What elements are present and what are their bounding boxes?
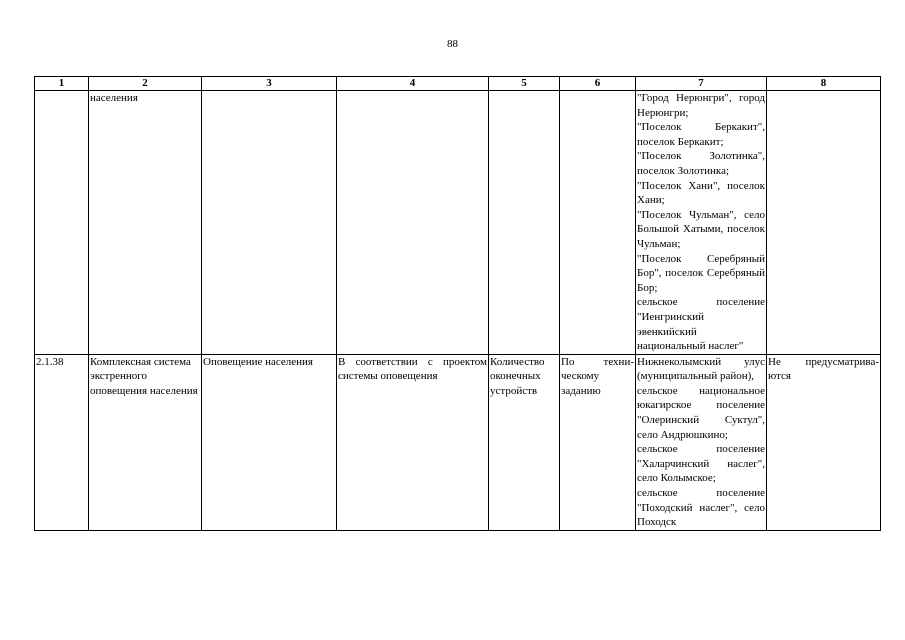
header-row (35, 77, 881, 91)
row1-name-cell: населения (89, 91, 202, 355)
location-item: сельское поселение "Иенгринский эвенкийский национальный наслег" (637, 296, 765, 353)
location-item: "Поселок Чульман", село Большой Хатыми, поселок Чульман; (637, 208, 765, 250)
header-col-5: 5 (489, 77, 560, 91)
row2-zone-cell: Не предусматрива-ются (767, 354, 881, 530)
header-col-7: 7 (636, 77, 767, 91)
row2-purpose-cell: Оповещение населения (202, 354, 337, 530)
row2-basis-cell: В соответствии с проектом системы оповещения (337, 354, 489, 530)
document-table (34, 76, 881, 531)
row1-zone-cell (767, 91, 881, 355)
row2-location-cell (636, 354, 767, 530)
location-item: "Поселок Беркакит", поселок Беркакит; (637, 121, 765, 148)
page-number: 88 (447, 38, 458, 50)
header-col-8: 8 (767, 77, 881, 91)
row2-indicator-cell: Количество оконечных устройств (489, 354, 560, 530)
table-row (35, 354, 881, 530)
location-item: сельское национальное юкагирское поселение "Олеринский Суктул", село Андрюшкино; (637, 384, 765, 441)
location-item: "Поселок Серебряный Бор", поселок Серебряный Бор; (637, 252, 765, 294)
row1-location-cell (636, 91, 767, 355)
row1-number-cell (35, 91, 89, 355)
row2-number-cell: 2.1.38 (35, 354, 89, 530)
row2-name-cell: Комплексная система экстренного оповещения населения (89, 354, 202, 530)
header-col-4: 4 (337, 77, 489, 91)
row1-indicator-cell (489, 91, 560, 355)
row1-basis-cell (337, 91, 489, 355)
header-col-1: 1 (35, 77, 89, 91)
table-row (35, 91, 881, 355)
location-item: "Поселок Золотинка", поселок Золотинка; (637, 150, 765, 177)
location-item: Нижнеколымский улус (муниципальный район), (637, 355, 765, 383)
location-item: "Город Нерюнгри", город Нерюнгри; (637, 92, 765, 119)
header-col-6: 6 (560, 77, 636, 91)
row1-purpose-cell (202, 91, 337, 355)
row2-value-cell: По техни-ческому заданию (560, 354, 636, 530)
location-item: сельское поселение "Халарчинский наслег", село Колымское; (637, 443, 765, 485)
location-item: сельское поселение "Походский наслег", село Походск (637, 487, 765, 529)
location-item: "Поселок Хани", поселок Хани; (637, 179, 765, 207)
header-col-2: 2 (89, 77, 202, 91)
header-col-3: 3 (202, 77, 337, 91)
row1-value-cell (560, 91, 636, 355)
